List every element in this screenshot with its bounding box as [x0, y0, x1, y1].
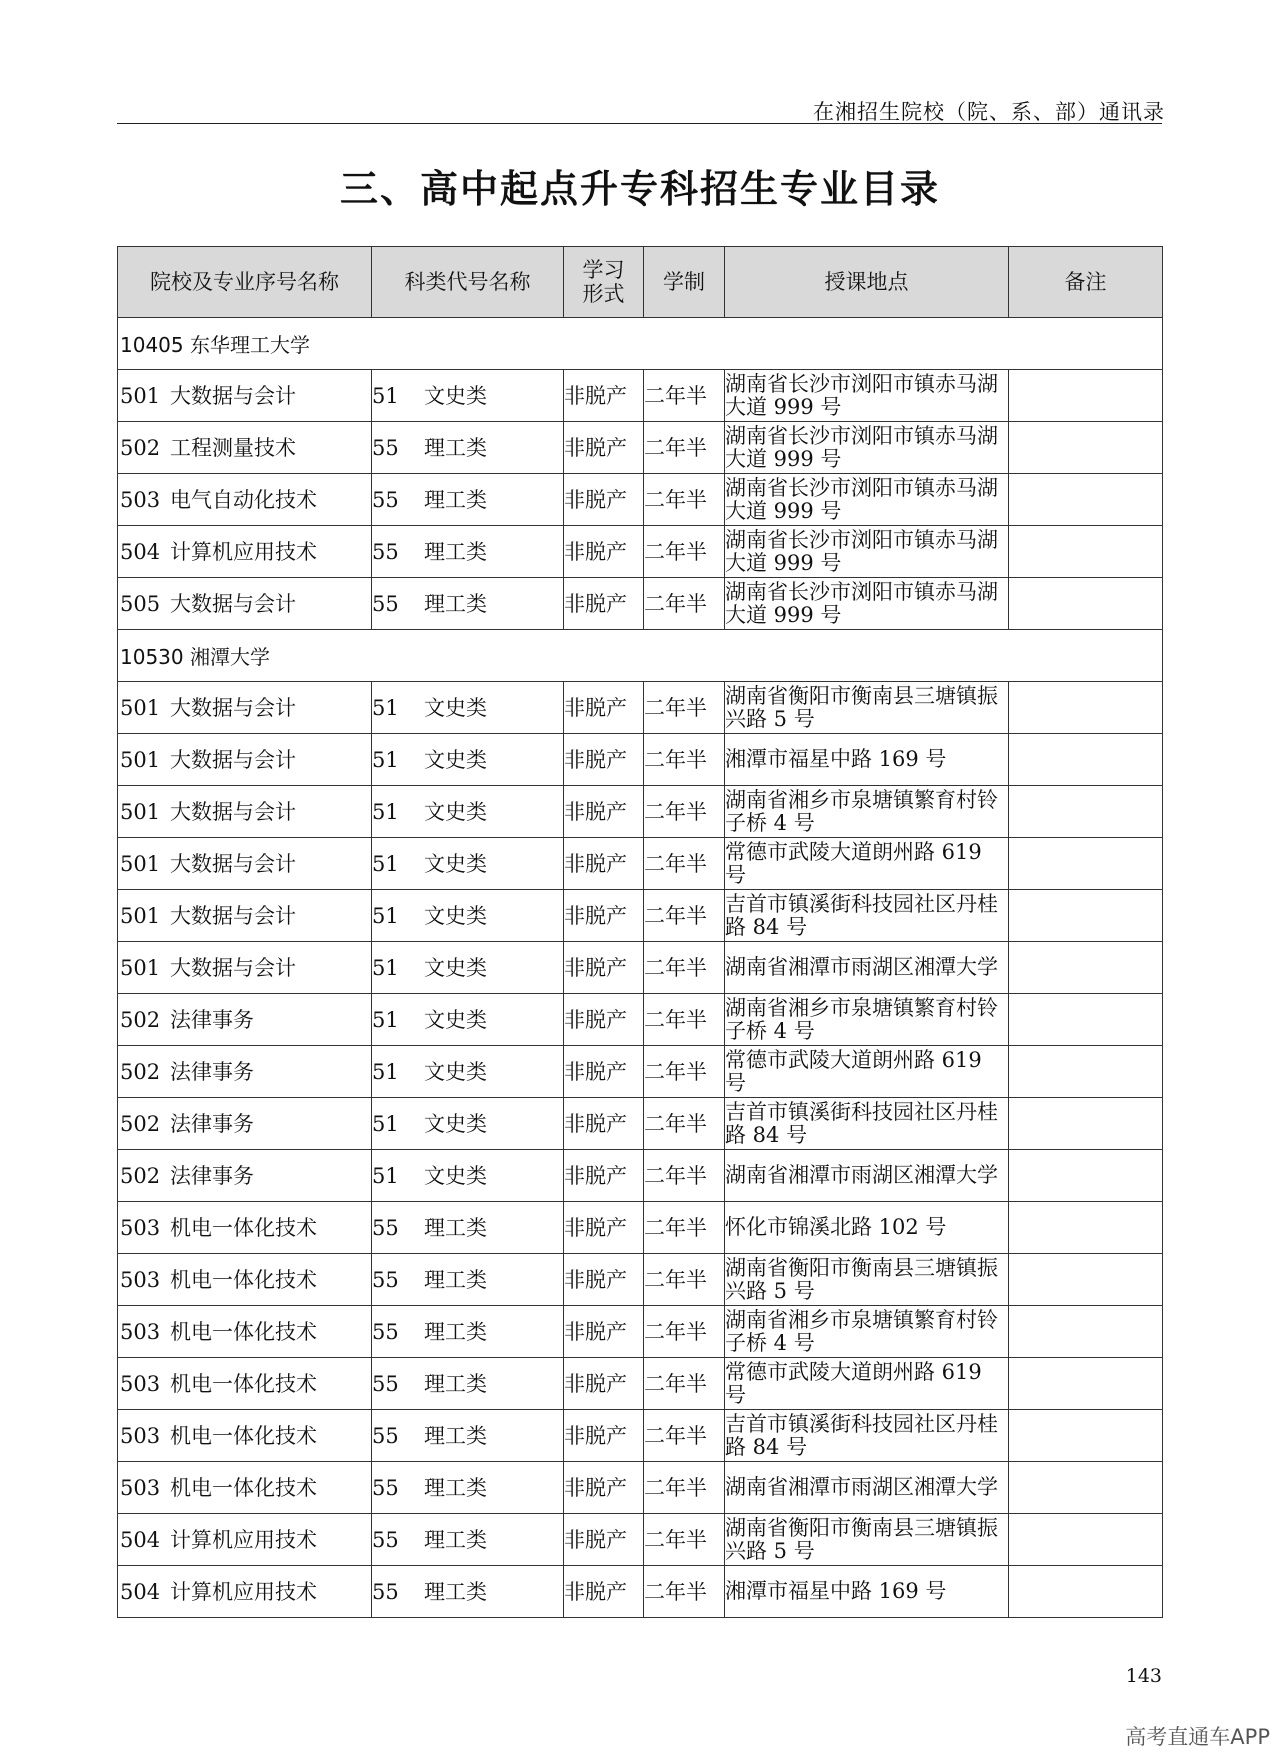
teaching-location: 吉首市镇溪街科技园社区丹桂路 84 号 [725, 1410, 1009, 1462]
study-mode: 非脱产 [564, 1098, 644, 1150]
duration: 二年半 [644, 422, 725, 474]
major-code: 503 [120, 1267, 161, 1292]
major-cell [118, 994, 372, 1046]
major-code: 502 [120, 1059, 161, 1084]
study-mode: 非脱产 [564, 422, 644, 474]
table-row [118, 1514, 1163, 1566]
duration: 二年半 [644, 1566, 725, 1618]
duration: 二年半 [644, 526, 725, 578]
category-name: 文史类 [424, 1007, 487, 1032]
category-name: 理工类 [424, 1423, 487, 1448]
category-name: 文史类 [424, 383, 487, 408]
major-cell [118, 578, 372, 630]
major-name: 法律事务 [170, 1163, 254, 1188]
category-code: 51 [372, 1007, 399, 1032]
running-header: 在湘招生院校（院、系、部）通讯录 [813, 100, 1165, 124]
duration: 二年半 [644, 370, 725, 422]
duration: 二年半 [644, 1150, 725, 1202]
major-name: 计算机应用技术 [170, 1527, 317, 1552]
category-cell [372, 474, 564, 526]
note [1009, 734, 1163, 786]
major-cell [118, 1514, 372, 1566]
note [1009, 578, 1163, 630]
duration: 二年半 [644, 734, 725, 786]
major-cell [118, 942, 372, 994]
major-name: 电气自动化技术 [170, 487, 317, 512]
column-header: 学制 [644, 247, 725, 318]
duration: 二年半 [644, 1462, 725, 1514]
table-row [118, 526, 1163, 578]
category-code: 55 [372, 1579, 399, 1604]
note [1009, 526, 1163, 578]
note [1009, 474, 1163, 526]
major-name: 法律事务 [170, 1007, 254, 1032]
study-mode: 非脱产 [564, 578, 644, 630]
study-mode: 非脱产 [564, 1254, 644, 1306]
teaching-location: 湖南省衡阳市衡南县三塘镇振兴路 5 号 [725, 1254, 1009, 1306]
study-mode: 非脱产 [564, 942, 644, 994]
table-body [118, 318, 1163, 1618]
category-code: 55 [372, 1319, 399, 1344]
school-row [118, 630, 1163, 682]
major-code: 504 [120, 1579, 161, 1604]
major-cell [118, 1254, 372, 1306]
table-row [118, 474, 1163, 526]
table-header-row [118, 247, 1163, 318]
note [1009, 682, 1163, 734]
category-cell [372, 994, 564, 1046]
major-cell [118, 1566, 372, 1618]
category-code: 51 [372, 851, 399, 876]
category-code: 51 [372, 1163, 399, 1188]
category-name: 文史类 [424, 851, 487, 876]
category-cell [372, 1462, 564, 1514]
teaching-location: 怀化市锦溪北路 102 号 [725, 1202, 1009, 1254]
major-cell [118, 1150, 372, 1202]
duration: 二年半 [644, 474, 725, 526]
major-code: 503 [120, 1475, 161, 1500]
category-name: 文史类 [424, 799, 487, 824]
study-mode: 非脱产 [564, 1150, 644, 1202]
category-code: 55 [372, 1371, 399, 1396]
category-cell [372, 890, 564, 942]
major-cell [118, 1202, 372, 1254]
study-mode: 非脱产 [564, 1410, 644, 1462]
category-code: 55 [372, 1527, 399, 1552]
major-code: 503 [120, 1215, 161, 1240]
study-mode: 非脱产 [564, 1514, 644, 1566]
teaching-location: 湖南省湘潭市雨湖区湘潭大学 [725, 942, 1009, 994]
major-code: 504 [120, 1527, 161, 1552]
category-cell [372, 1150, 564, 1202]
study-mode: 非脱产 [564, 1202, 644, 1254]
category-cell [372, 1098, 564, 1150]
major-name: 工程测量技术 [170, 435, 296, 460]
major-name: 机电一体化技术 [170, 1371, 317, 1396]
major-name: 大数据与会计 [170, 799, 296, 824]
study-mode: 非脱产 [564, 370, 644, 422]
major-code: 501 [120, 383, 161, 408]
duration: 二年半 [644, 994, 725, 1046]
table-row [118, 682, 1163, 734]
category-name: 文史类 [424, 955, 487, 980]
major-code: 504 [120, 539, 161, 564]
note [1009, 422, 1163, 474]
major-cell [118, 838, 372, 890]
major-name: 大数据与会计 [170, 695, 296, 720]
category-cell [372, 734, 564, 786]
table-row [118, 890, 1163, 942]
duration: 二年半 [644, 1046, 725, 1098]
major-code: 502 [120, 1163, 161, 1188]
major-cell [118, 1410, 372, 1462]
category-name: 理工类 [424, 1527, 487, 1552]
major-name: 法律事务 [170, 1059, 254, 1084]
category-code: 55 [372, 539, 399, 564]
major-name: 大数据与会计 [170, 747, 296, 772]
table-row [118, 1150, 1163, 1202]
category-cell [372, 526, 564, 578]
major-name: 计算机应用技术 [170, 1579, 317, 1604]
duration: 二年半 [644, 942, 725, 994]
teaching-location: 常德市武陵大道朗州路 619 号 [725, 1046, 1009, 1098]
major-name: 机电一体化技术 [170, 1267, 317, 1292]
note [1009, 1358, 1163, 1410]
category-code: 55 [372, 1475, 399, 1500]
duration: 二年半 [644, 838, 725, 890]
table-row [118, 1410, 1163, 1462]
major-name: 机电一体化技术 [170, 1215, 317, 1240]
category-cell [372, 1046, 564, 1098]
major-code: 501 [120, 851, 161, 876]
category-cell [372, 1254, 564, 1306]
category-name: 文史类 [424, 1111, 487, 1136]
category-code: 51 [372, 383, 399, 408]
column-header: 备注 [1009, 247, 1163, 318]
table-row [118, 942, 1163, 994]
table-row [118, 1462, 1163, 1514]
teaching-location: 湖南省衡阳市衡南县三塘镇振兴路 5 号 [725, 682, 1009, 734]
table-row [118, 994, 1163, 1046]
note [1009, 994, 1163, 1046]
note [1009, 1514, 1163, 1566]
category-code: 51 [372, 695, 399, 720]
teaching-location: 常德市武陵大道朗州路 619 号 [725, 1358, 1009, 1410]
category-name: 理工类 [424, 1371, 487, 1396]
teaching-location: 湖南省长沙市浏阳市镇赤马湖大道 999 号 [725, 578, 1009, 630]
category-cell [372, 1202, 564, 1254]
study-mode: 非脱产 [564, 994, 644, 1046]
major-code: 501 [120, 955, 161, 980]
duration: 二年半 [644, 1410, 725, 1462]
teaching-location: 湖南省湘乡市泉塘镇繁育村铃子桥 4 号 [725, 1306, 1009, 1358]
major-code: 502 [120, 1007, 161, 1032]
category-name: 文史类 [424, 1059, 487, 1084]
column-header: 科类代号名称 [372, 247, 564, 318]
note [1009, 942, 1163, 994]
table-row [118, 370, 1163, 422]
major-name: 法律事务 [170, 1111, 254, 1136]
category-name: 理工类 [424, 435, 487, 460]
page-number: 143 [1125, 1665, 1162, 1687]
category-code: 55 [372, 1423, 399, 1448]
major-code: 501 [120, 695, 161, 720]
major-code: 502 [120, 435, 161, 460]
category-name: 理工类 [424, 1319, 487, 1344]
major-code: 503 [120, 1371, 161, 1396]
category-code: 51 [372, 799, 399, 824]
study-mode: 非脱产 [564, 838, 644, 890]
major-code: 502 [120, 1111, 161, 1136]
teaching-location: 湘潭市福星中路 169 号 [725, 1566, 1009, 1618]
watermark: 高考直通车APP [1125, 1725, 1270, 1749]
table-row [118, 1046, 1163, 1098]
duration: 二年半 [644, 1306, 725, 1358]
table-row [118, 1306, 1163, 1358]
note [1009, 1254, 1163, 1306]
study-mode: 非脱产 [564, 474, 644, 526]
major-cell [118, 1046, 372, 1098]
table-row [118, 1254, 1163, 1306]
table-row [118, 1098, 1163, 1150]
category-code: 51 [372, 955, 399, 980]
major-cell [118, 1358, 372, 1410]
major-code: 505 [120, 591, 161, 616]
category-name: 文史类 [424, 695, 487, 720]
major-name: 大数据与会计 [170, 591, 296, 616]
study-mode: 非脱产 [564, 786, 644, 838]
category-code: 51 [372, 747, 399, 772]
study-mode: 非脱产 [564, 682, 644, 734]
major-cell [118, 422, 372, 474]
header-rule [117, 123, 1162, 124]
category-cell [372, 682, 564, 734]
note [1009, 838, 1163, 890]
study-mode: 非脱产 [564, 1566, 644, 1618]
category-cell [372, 1306, 564, 1358]
category-cell [372, 1514, 564, 1566]
table-row [118, 734, 1163, 786]
table-row [118, 422, 1163, 474]
study-mode: 非脱产 [564, 1358, 644, 1410]
major-code: 501 [120, 747, 161, 772]
major-cell [118, 370, 372, 422]
duration: 二年半 [644, 1098, 725, 1150]
major-code: 503 [120, 1319, 161, 1344]
table-row [118, 1358, 1163, 1410]
note [1009, 1098, 1163, 1150]
duration: 二年半 [644, 1254, 725, 1306]
major-cell [118, 682, 372, 734]
category-cell [372, 1566, 564, 1618]
teaching-location: 湘潭市福星中路 169 号 [725, 734, 1009, 786]
category-cell [372, 942, 564, 994]
teaching-location: 湖南省湘乡市泉塘镇繁育村铃子桥 4 号 [725, 786, 1009, 838]
teaching-location: 湖南省湘潭市雨湖区湘潭大学 [725, 1150, 1009, 1202]
study-mode: 非脱产 [564, 890, 644, 942]
note [1009, 1462, 1163, 1514]
school-name: 10530 湘潭大学 [118, 630, 1163, 682]
category-code: 55 [372, 591, 399, 616]
category-cell [372, 786, 564, 838]
school-row [118, 318, 1163, 370]
major-cell [118, 1462, 372, 1514]
table-row [118, 838, 1163, 890]
duration: 二年半 [644, 786, 725, 838]
teaching-location: 吉首市镇溪街科技园社区丹桂路 84 号 [725, 890, 1009, 942]
major-code: 501 [120, 903, 161, 928]
category-cell [372, 370, 564, 422]
table-row [118, 1566, 1163, 1618]
note [1009, 1150, 1163, 1202]
category-name: 理工类 [424, 1579, 487, 1604]
table-row [118, 578, 1163, 630]
major-code: 503 [120, 1423, 161, 1448]
table-row [118, 786, 1163, 838]
major-name: 机电一体化技术 [170, 1319, 317, 1344]
note [1009, 890, 1163, 942]
major-cell [118, 1306, 372, 1358]
major-cell [118, 734, 372, 786]
duration: 二年半 [644, 1202, 725, 1254]
study-mode: 非脱产 [564, 734, 644, 786]
category-name: 文史类 [424, 747, 487, 772]
major-cell [118, 786, 372, 838]
category-code: 55 [372, 1215, 399, 1240]
category-name: 理工类 [424, 591, 487, 616]
category-cell [372, 1410, 564, 1462]
note [1009, 1306, 1163, 1358]
category-code: 51 [372, 903, 399, 928]
category-name: 文史类 [424, 903, 487, 928]
note [1009, 1410, 1163, 1462]
category-code: 55 [372, 1267, 399, 1292]
teaching-location: 湖南省长沙市浏阳市镇赤马湖大道 999 号 [725, 370, 1009, 422]
category-code: 51 [372, 1059, 399, 1084]
duration: 二年半 [644, 682, 725, 734]
duration: 二年半 [644, 1358, 725, 1410]
major-name: 机电一体化技术 [170, 1475, 317, 1500]
school-name: 10405 东华理工大学 [118, 318, 1163, 370]
duration: 二年半 [644, 890, 725, 942]
category-cell [372, 422, 564, 474]
category-name: 理工类 [424, 539, 487, 564]
category-cell [372, 1358, 564, 1410]
column-header [564, 247, 644, 318]
column-header: 院校及专业序号名称 [118, 247, 372, 318]
major-cell [118, 890, 372, 942]
note [1009, 1202, 1163, 1254]
duration: 二年半 [644, 1514, 725, 1566]
major-code: 501 [120, 799, 161, 824]
major-code: 503 [120, 487, 161, 512]
page-title: 三、高中起点升专科招生专业目录 [339, 167, 940, 211]
major-name: 计算机应用技术 [170, 539, 317, 564]
teaching-location: 湖南省湘潭市雨湖区湘潭大学 [725, 1462, 1009, 1514]
note [1009, 786, 1163, 838]
major-name: 机电一体化技术 [170, 1423, 317, 1448]
category-name: 理工类 [424, 1267, 487, 1292]
study-mode: 非脱产 [564, 1306, 644, 1358]
major-cell [118, 526, 372, 578]
category-name: 理工类 [424, 1475, 487, 1500]
note [1009, 1566, 1163, 1618]
major-cell [118, 474, 372, 526]
major-cell [118, 1098, 372, 1150]
teaching-location: 湖南省长沙市浏阳市镇赤马湖大道 999 号 [725, 474, 1009, 526]
column-header: 授课地点 [725, 247, 1009, 318]
teaching-location: 常德市武陵大道朗州路 619 号 [725, 838, 1009, 890]
teaching-location: 湖南省衡阳市衡南县三塘镇振兴路 5 号 [725, 1514, 1009, 1566]
major-name: 大数据与会计 [170, 383, 296, 408]
study-mode: 非脱产 [564, 1462, 644, 1514]
note [1009, 1046, 1163, 1098]
teaching-location: 湖南省长沙市浏阳市镇赤马湖大道 999 号 [725, 422, 1009, 474]
major-name: 大数据与会计 [170, 903, 296, 928]
enrollment-table [117, 246, 1163, 1618]
table-row [118, 1202, 1163, 1254]
note [1009, 370, 1163, 422]
category-cell [372, 578, 564, 630]
category-name: 理工类 [424, 1215, 487, 1240]
study-mode: 非脱产 [564, 1046, 644, 1098]
teaching-location: 湖南省湘乡市泉塘镇繁育村铃子桥 4 号 [725, 994, 1009, 1046]
category-code: 51 [372, 1111, 399, 1136]
major-name: 大数据与会计 [170, 851, 296, 876]
category-code: 55 [372, 487, 399, 512]
category-cell [372, 838, 564, 890]
teaching-location: 湖南省长沙市浏阳市镇赤马湖大道 999 号 [725, 526, 1009, 578]
study-mode: 非脱产 [564, 526, 644, 578]
teaching-location: 吉首市镇溪街科技园社区丹桂路 84 号 [725, 1098, 1009, 1150]
category-code: 55 [372, 435, 399, 460]
column-header-text: 学习形式 [582, 258, 625, 306]
major-name: 大数据与会计 [170, 955, 296, 980]
duration: 二年半 [644, 578, 725, 630]
category-name: 理工类 [424, 487, 487, 512]
category-name: 文史类 [424, 1163, 487, 1188]
